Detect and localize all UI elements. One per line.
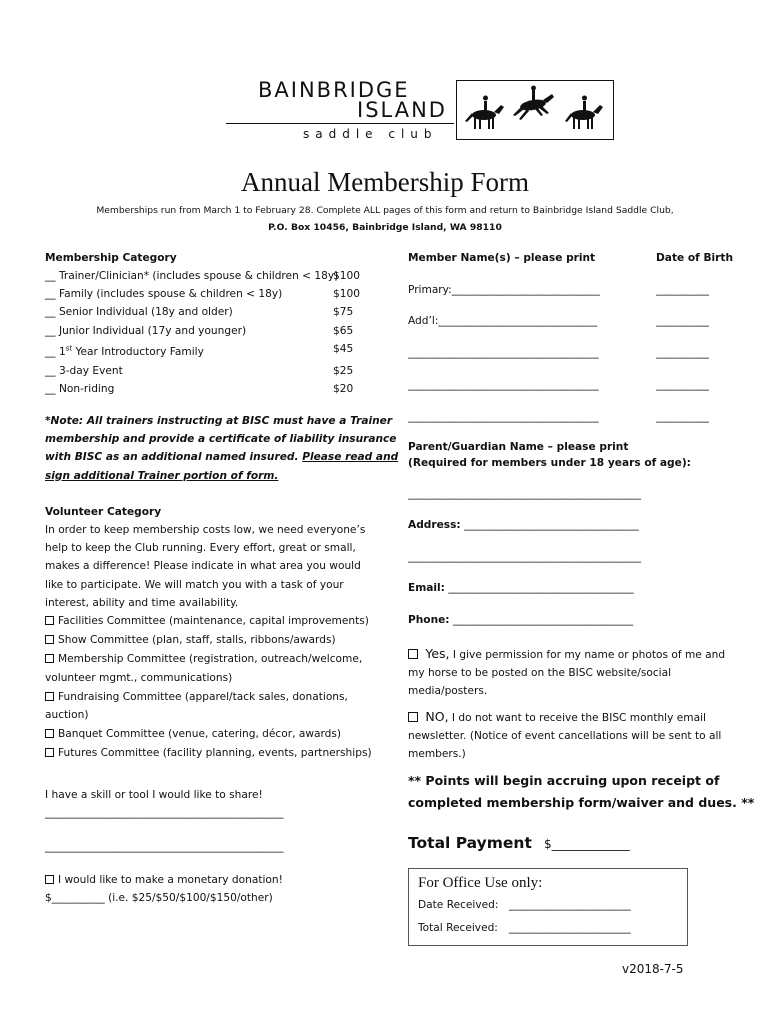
- phone-field[interactable]: Phone: __________________________________: [408, 614, 634, 626]
- address-field[interactable]: Address: _________________________________: [408, 519, 639, 531]
- member-dob-row-3[interactable]: __________: [656, 347, 709, 359]
- logo-line-bainbridge: BAINBRIDGE: [258, 78, 410, 102]
- committee-list: Facilities Committee (maintenance, capital improvements) Show Committee (plan, staff, stalls, ribbons/awards) Membership Committee (registration, outreach/welcome, volunteer mgmt., communications) Fundraising Committee (apparel/tack sales, donations, auction) Banquet Committee (venue, catering, décor, awards) Futures Committee (facility planning, events, partnerships): [45, 612, 372, 763]
- donation-option[interactable]: I would like to make a monetary donation!: [45, 871, 283, 889]
- horse-rider-icon: [565, 96, 603, 130]
- member-dob-row-4[interactable]: __________: [656, 379, 709, 391]
- newsletter-opt-out[interactable]: NO, I do not want to receive the BISC monthly email newsletter. (Notice of event cancellations will be sent to all members.): [408, 709, 722, 761]
- committee-futures[interactable]: Futures Committee (facility planning, events, partnerships): [45, 744, 372, 762]
- date-received-label: Date Received:: [418, 899, 499, 911]
- logo-horses-box: [456, 80, 614, 140]
- membership-option-non-riding[interactable]: __ Non-riding $20: [45, 382, 354, 395]
- member-name-row-5[interactable]: ____________________________________: [408, 411, 599, 423]
- volunteer-intro: In order to keep membership costs low, we need everyone’s help to keep the Club running. Every effort, great or small, makes a difference! Please indicate in what area you would like to participate. We will match you with a task of your interest, ability and time availability.: [45, 524, 366, 609]
- total-received-label: Total Received:: [418, 922, 498, 934]
- total-payment-label: Total Payment: [408, 834, 532, 852]
- dob-heading: Date of Birth: [656, 252, 733, 264]
- membership-heading: Membership Category: [45, 252, 177, 264]
- points-notice: ** Points will begin accruing upon receipt of completed membership form/waiver and dues. **: [408, 773, 755, 810]
- membership-option-family[interactable]: __ Family (includes spouse & children < 18y) $100: [45, 288, 360, 301]
- address-field-line-2[interactable]: ____________________________________________: [408, 551, 642, 563]
- horse-rider-icon: [465, 96, 504, 130]
- checkbox[interactable]: [45, 729, 54, 738]
- volunteer-heading: Volunteer Category: [45, 506, 162, 518]
- membership-option-event[interactable]: __ 3-day Event $25: [45, 364, 354, 377]
- guardian-subheading: (Required for members under 18 years of age):: [408, 457, 691, 469]
- guardian-name-field[interactable]: ____________________________________________: [408, 488, 642, 500]
- member-name-heading: Member Name(s) – please print: [408, 252, 596, 264]
- page-title: Annual Membership Form: [241, 167, 529, 197]
- logo-divider: [226, 123, 454, 124]
- checkbox[interactable]: [45, 654, 54, 663]
- skill-label: I have a skill or tool I would like to share!: [45, 789, 263, 801]
- committee-membership[interactable]: Membership Committee (registration, outreach/welcome,: [45, 650, 372, 668]
- committee-fundraising[interactable]: Fundraising Committee (apparel/tack sales, donations,: [45, 688, 372, 706]
- photo-consent-yes[interactable]: Yes, I give permission for my name or photos of me and my horse to be posted on the BISC website/social media/posters.: [408, 646, 726, 698]
- horses-illustration: [457, 81, 613, 139]
- member-dob-additional[interactable]: __________: [656, 315, 709, 327]
- membership-option-junior[interactable]: __ Junior Individual (17y and younger) $65: [45, 324, 354, 337]
- guardian-heading: Parent/Guardian Name – please print: [408, 441, 629, 453]
- member-dob-primary[interactable]: __________: [656, 284, 709, 296]
- office-use-title: For Office Use only:: [418, 875, 543, 891]
- member-name-row-4[interactable]: ____________________________________: [408, 379, 599, 391]
- checkbox[interactable]: [45, 748, 54, 757]
- membership-option-introductory[interactable]: __ 1st Year Introductory Family $45: [45, 342, 354, 359]
- checkbox[interactable]: [45, 875, 54, 884]
- member-name-primary[interactable]: Primary:____________________________: [408, 284, 601, 296]
- checkbox[interactable]: [408, 649, 418, 659]
- membership-option-trainer[interactable]: __ Trainer/Clinician* (includes spouse & children < 18y) $100: [45, 270, 360, 282]
- office-use-box: [408, 868, 688, 946]
- member-name-row-3[interactable]: ____________________________________: [408, 347, 599, 359]
- committee-show[interactable]: Show Committee (plan, staff, stalls, ribbons/awards): [45, 631, 372, 649]
- version-label: v2018-7-5: [622, 962, 684, 976]
- horse-jumper-icon: [513, 86, 554, 120]
- membership-list: [45, 267, 365, 398]
- subtitle-line-2: P.O. Box 10456, Bainbridge Island, WA 98110: [268, 222, 502, 233]
- trainer-note: *Note: All trainers instructing at BISC must have a Trainer membership and provide a certificate of liability insurance with BISC as an additional named insured. Please read and sign additional Trainer portion of form.: [45, 415, 399, 482]
- email-field[interactable]: Email: ___________________________________: [408, 582, 634, 594]
- date-received-field[interactable]: _______________________: [509, 899, 631, 911]
- member-dob-row-5[interactable]: __________: [656, 411, 709, 423]
- logo-line-saddle-club: saddle club: [303, 127, 438, 141]
- donation-amount[interactable]: $__________ (i.e. $25/$50/$100/$150/other): [45, 892, 273, 904]
- total-received-field[interactable]: _______________________: [509, 922, 631, 934]
- checkbox[interactable]: [408, 712, 418, 722]
- subtitle-line-1: Memberships run from March 1 to February 28. Complete ALL pages of this form and return to Bainbridge Island Saddle Club,: [96, 205, 674, 216]
- skill-line-2[interactable]: _____________________________________________: [45, 841, 284, 853]
- checkbox[interactable]: [45, 616, 54, 625]
- total-payment-field[interactable]: $_____________: [544, 837, 630, 851]
- membership-option-senior[interactable]: __ Senior Individual (18y and older) $75: [45, 306, 354, 319]
- skill-line-1[interactable]: _____________________________________________: [45, 807, 284, 819]
- member-name-additional[interactable]: Add’l:______________________________: [408, 315, 598, 327]
- logo-line-island: ISLAND: [357, 98, 447, 122]
- checkbox[interactable]: [45, 635, 54, 644]
- committee-facilities[interactable]: Facilities Committee (maintenance, capital improvements): [45, 612, 372, 630]
- committee-banquet[interactable]: Banquet Committee (venue, catering, décor, awards): [45, 725, 372, 743]
- checkbox[interactable]: [45, 692, 54, 701]
